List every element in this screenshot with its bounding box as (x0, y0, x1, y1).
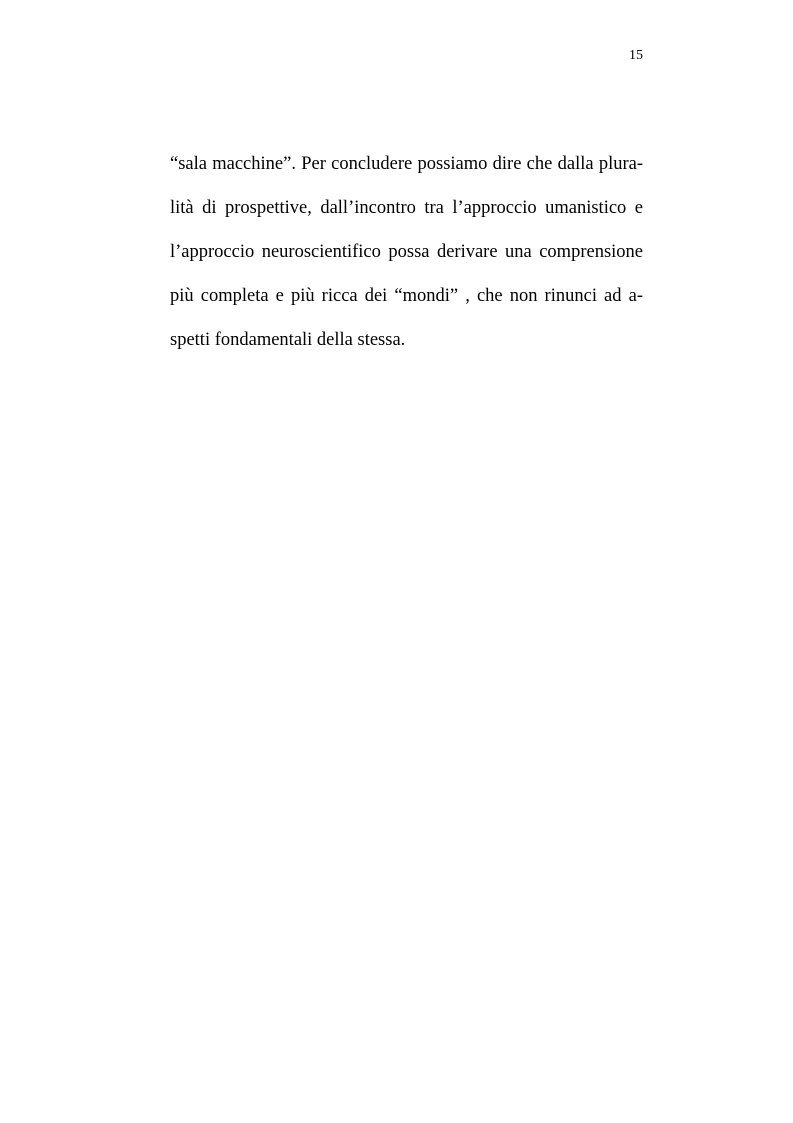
paragraph-line: spetti fondamentali della stessa. (170, 330, 406, 350)
page-number: 15 (629, 48, 643, 63)
paragraph-line: l’approccio neuroscientifico possa derivare una comprensione (170, 242, 643, 262)
body-paragraph (170, 150, 643, 370)
paragraph-line: più completa e più ricca dei “mondi” , che non rinunci ad a- (170, 286, 643, 306)
paragraph-line: lità di prospettive, dall’incontro tra l’approccio umanistico e (170, 198, 643, 218)
paragraph-line: “sala macchine”. Per concludere possiamo dire che dalla plura- (170, 154, 643, 174)
